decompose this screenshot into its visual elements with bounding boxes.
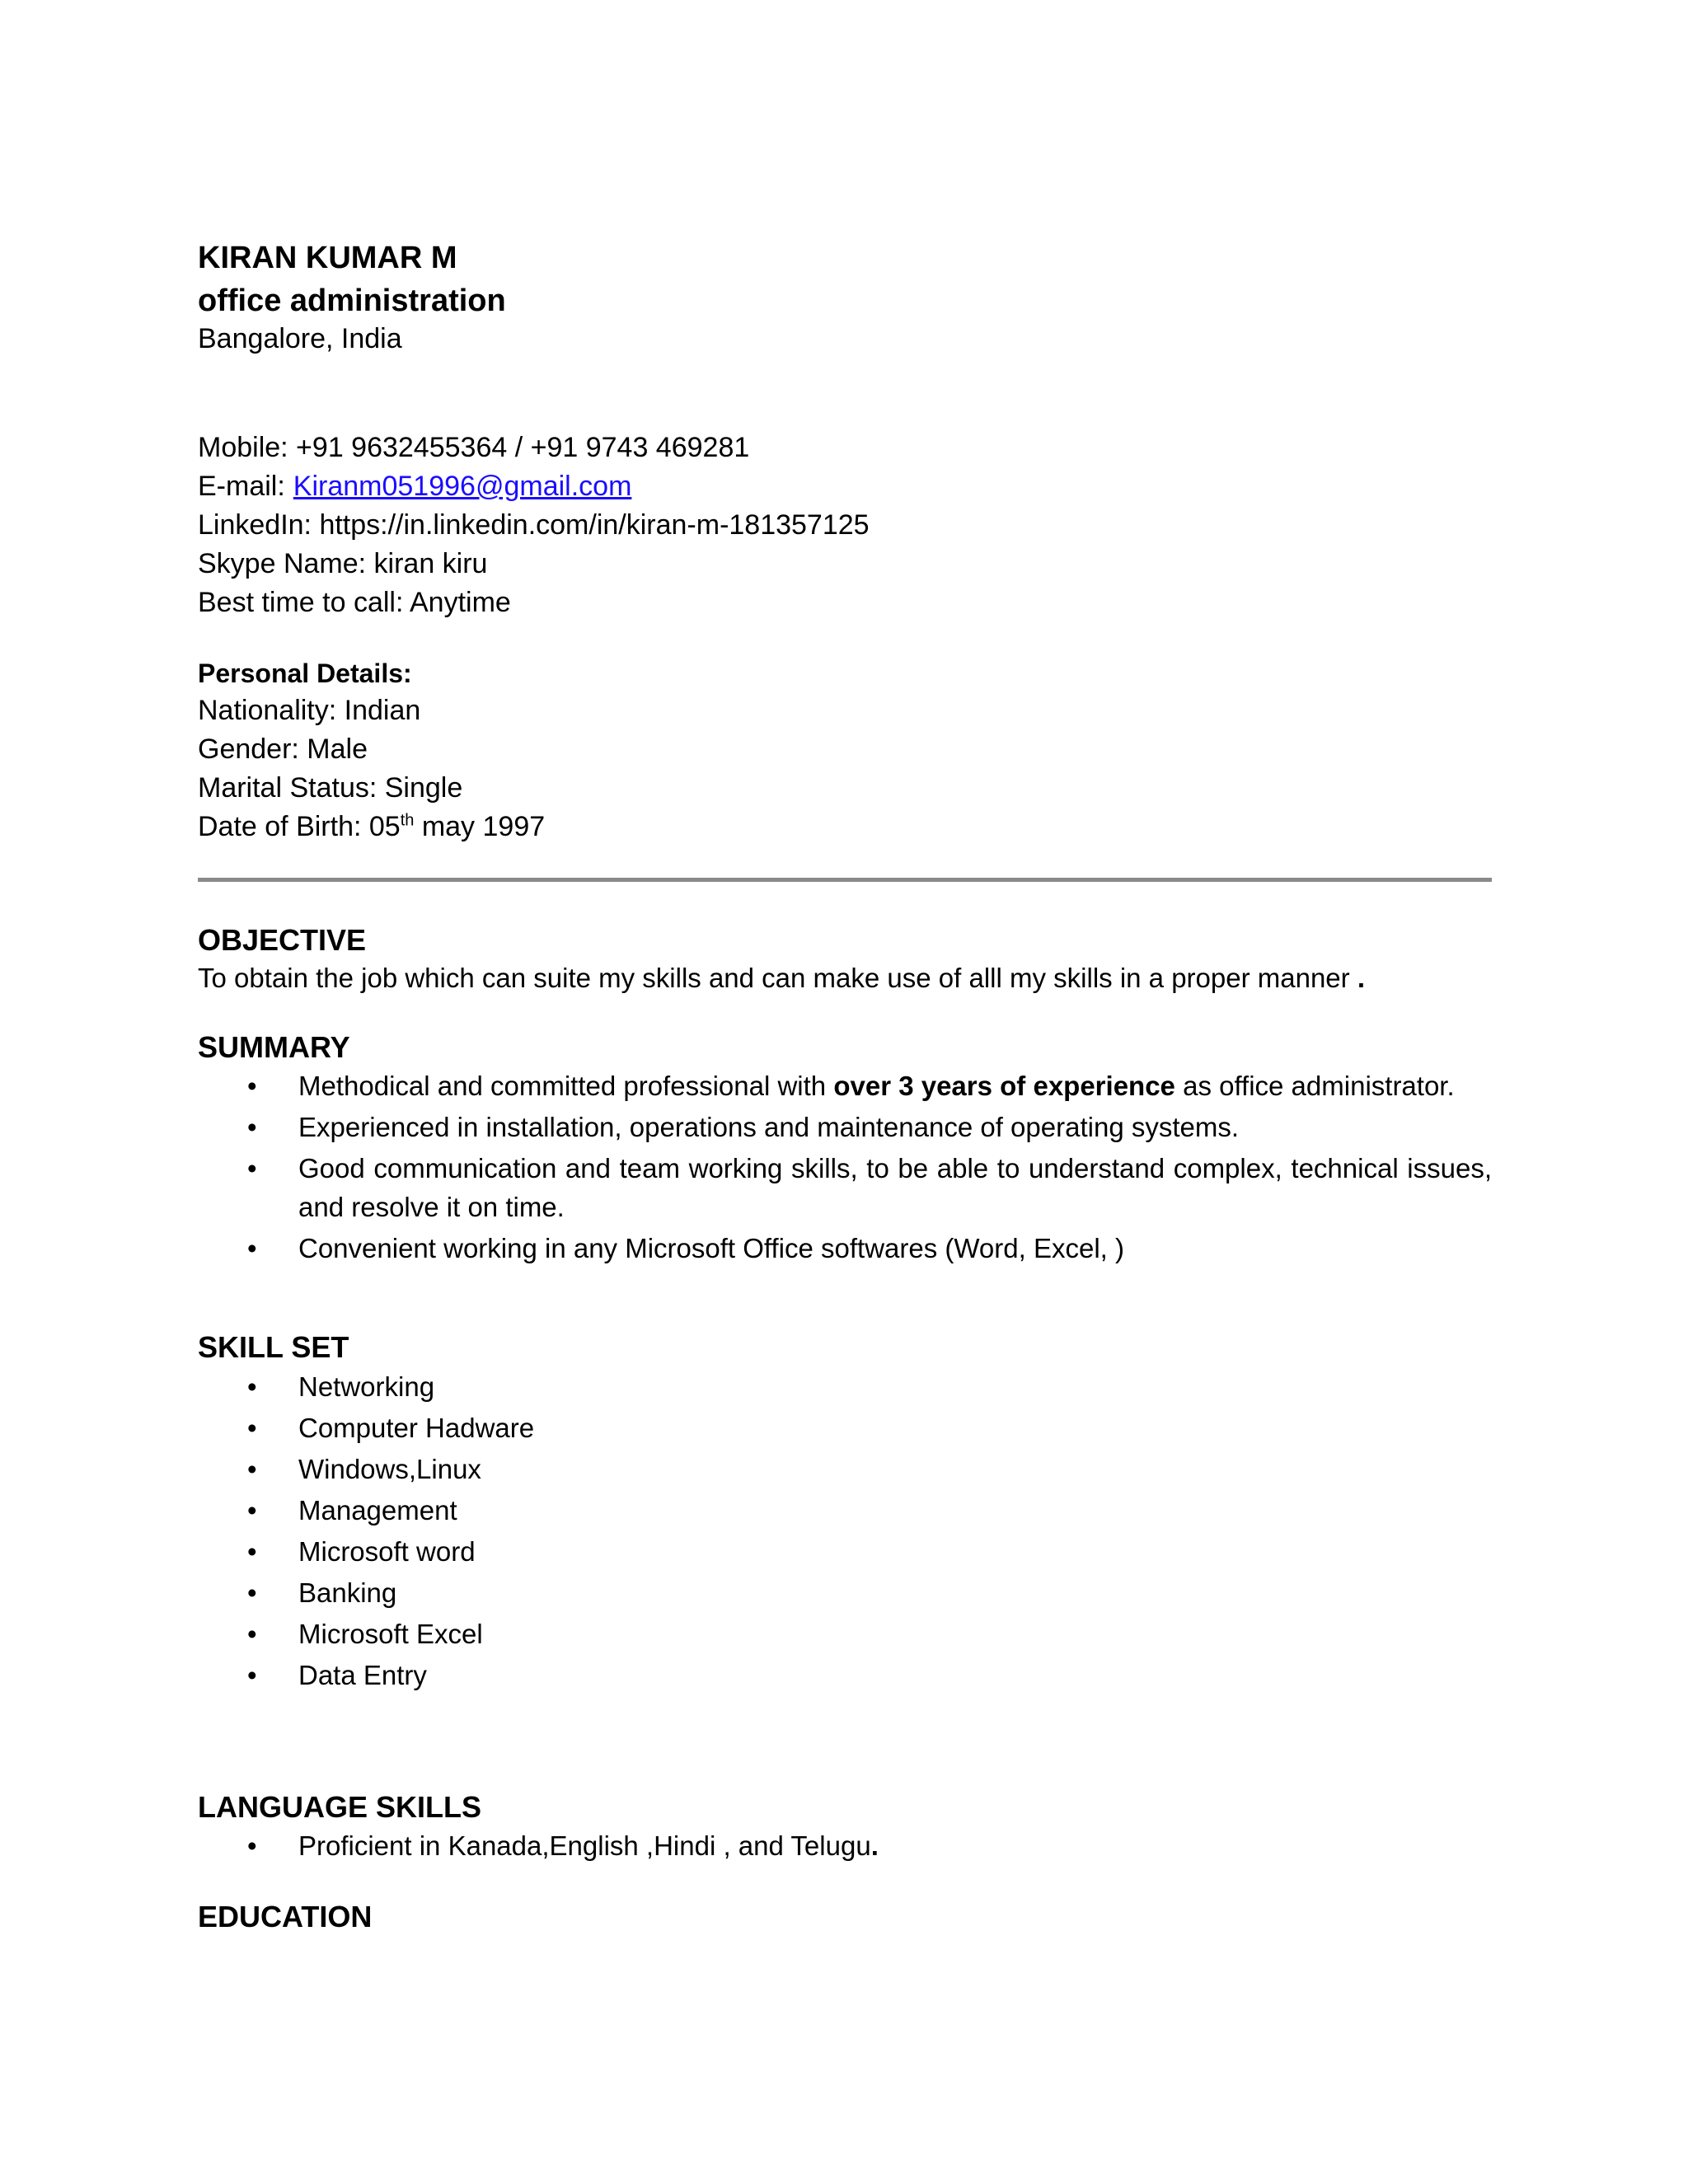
language-list xyxy=(198,1826,1492,1865)
bullet-icon: • xyxy=(247,1660,257,1690)
summary-item-text: Convenient working in any Microsoft Office softwares (Word, Excel, ) xyxy=(298,1233,1124,1263)
skill-item: Data Entry xyxy=(298,1660,427,1690)
dob-line xyxy=(198,808,1492,846)
list-item xyxy=(198,1531,1492,1572)
bullet-icon: • xyxy=(247,1495,257,1526)
personal-details xyxy=(198,655,1492,846)
skill-item: Management xyxy=(298,1495,457,1526)
language-skills-section xyxy=(198,1788,1492,1865)
skill-item: Microsoft word xyxy=(298,1536,476,1567)
skill-list xyxy=(198,1366,1492,1696)
summary-item-text: Experienced in installation, operations and maintenance of operating systems. xyxy=(298,1112,1240,1142)
mobile-line: Mobile: +91 9632455364 / +91 9743 469281 xyxy=(198,432,750,463)
bullet-icon: • xyxy=(247,1112,257,1142)
email-link[interactable]: Kiranm051996@gmail.com xyxy=(293,471,632,502)
language-item: Proficient in Kanada,English ,Hindi , and Telugu xyxy=(298,1830,871,1861)
bullet-icon: • xyxy=(247,1413,257,1443)
objective-section xyxy=(198,921,1492,997)
skype-line: Skype Name: kiran kiru xyxy=(198,548,488,579)
bullet-icon: • xyxy=(247,1233,257,1263)
list-item xyxy=(198,1066,1492,1105)
skill-set-section xyxy=(198,1329,1492,1696)
list-item xyxy=(198,1408,1492,1449)
skill-item: Windows,Linux xyxy=(298,1454,481,1484)
list-item xyxy=(198,1229,1492,1268)
language-item-end: . xyxy=(870,1830,879,1861)
language-skills-title: LANGUAGE SKILLS xyxy=(198,1790,482,1824)
skill-item: Computer Hadware xyxy=(298,1413,535,1443)
summary-title: SUMMARY xyxy=(198,1030,350,1064)
list-item xyxy=(198,1108,1492,1146)
list-item xyxy=(198,1366,1492,1408)
bullet-icon: • xyxy=(247,1371,257,1402)
nationality-line: Nationality: Indian xyxy=(198,695,421,726)
list-item xyxy=(198,1655,1492,1696)
candidate-location: Bangalore, India xyxy=(198,323,402,354)
dob-suffix: may 1997 xyxy=(414,811,546,842)
summary-list xyxy=(198,1066,1492,1268)
section-divider xyxy=(198,878,1492,882)
bullet-icon: • xyxy=(247,1619,257,1649)
list-item xyxy=(198,1614,1492,1655)
skill-item: Microsoft Excel xyxy=(298,1619,483,1649)
bullet-icon: • xyxy=(247,1830,257,1861)
summary-item-text: as office administrator. xyxy=(1175,1071,1455,1101)
summary-item-bold: over 3 years of experience xyxy=(833,1071,1175,1101)
dob-prefix: Date of Birth: 05 xyxy=(198,811,401,842)
bullet-icon: • xyxy=(247,1577,257,1608)
bullet-icon: • xyxy=(247,1153,257,1183)
objective-end: . xyxy=(1357,963,1365,993)
list-item xyxy=(198,1490,1492,1531)
dob-superscript: th xyxy=(400,811,415,830)
list-item xyxy=(198,1449,1492,1490)
skill-item: Networking xyxy=(298,1371,435,1402)
skill-set-title: SKILL SET xyxy=(198,1330,349,1364)
objective-text xyxy=(198,959,1492,997)
skill-item: Banking xyxy=(298,1577,397,1608)
email-label: E-mail: xyxy=(198,471,285,502)
best-time-line: Best time to call: Anytime xyxy=(198,587,511,618)
summary-item-text: Good communication and team working skills, to be able to understand complex, technical issues, and resolve it on time. xyxy=(298,1153,1492,1222)
objective-body: To obtain the job which can suite my skills and can make use of alll my skills in a proper manner xyxy=(198,963,1357,993)
bullet-icon: • xyxy=(247,1071,257,1101)
marital-status-line: Marital Status: Single xyxy=(198,772,463,804)
resume-header xyxy=(198,239,1492,358)
list-item xyxy=(198,1572,1492,1614)
objective-title: OBJECTIVE xyxy=(198,923,367,957)
candidate-role: office administration xyxy=(198,284,506,318)
email-line xyxy=(198,467,1492,506)
resume-page xyxy=(198,239,1492,1936)
gender-line: Gender: Male xyxy=(198,733,368,765)
candidate-name: KIRAN KUMAR M xyxy=(198,241,457,275)
summary-section xyxy=(198,1029,1492,1268)
personal-details-title: Personal Details: xyxy=(198,658,412,688)
linkedin-line: LinkedIn: https://in.linkedin.com/in/kiran-m-181357125 xyxy=(198,509,870,541)
education-section xyxy=(198,1898,1492,1936)
bullet-icon: • xyxy=(247,1454,257,1484)
list-item xyxy=(198,1826,1492,1865)
summary-item-text: Methodical and committed professional with xyxy=(298,1071,834,1101)
bullet-icon: • xyxy=(247,1536,257,1567)
contact-block xyxy=(198,429,1492,622)
list-item xyxy=(198,1149,1492,1226)
education-title: EDUCATION xyxy=(198,1900,373,1933)
